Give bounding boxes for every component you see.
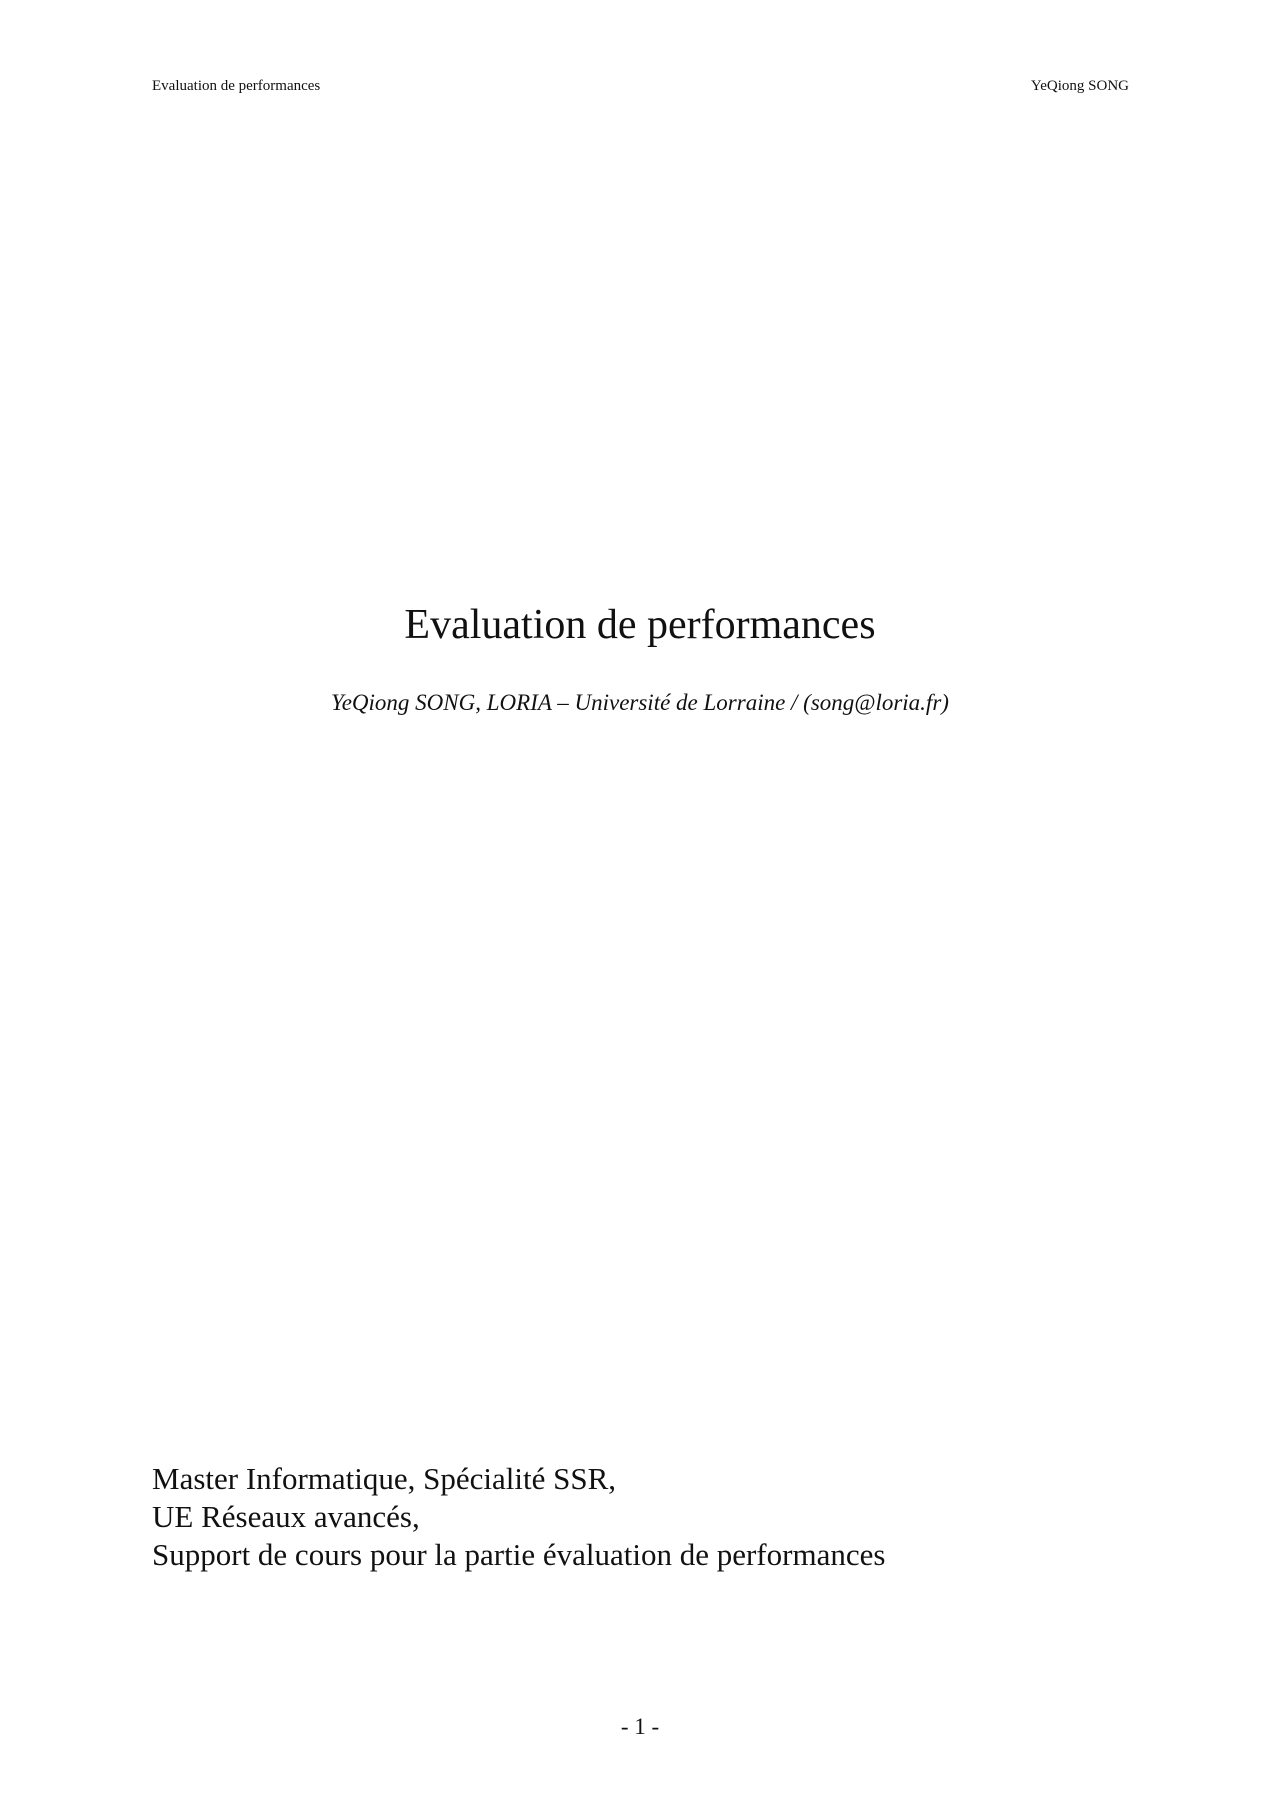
- course-info: [152, 1460, 885, 1574]
- course-unit: UE Réseaux avancés,: [152, 1499, 420, 1534]
- author-affiliation: YeQiong SONG, LORIA – Université de Lorraine / (song@loria.fr): [331, 690, 949, 715]
- document-title: Evaluation de performances: [404, 602, 876, 648]
- course-program: Master Informatique, Spécialité SSR,: [152, 1461, 617, 1496]
- running-header-author: YeQiong SONG: [1030, 78, 1129, 94]
- running-header-title: Evaluation de performances: [152, 78, 321, 94]
- course-description: Support de cours pour la partie évaluation de performances: [152, 1537, 886, 1572]
- page-number: - 1 -: [620, 1714, 660, 1739]
